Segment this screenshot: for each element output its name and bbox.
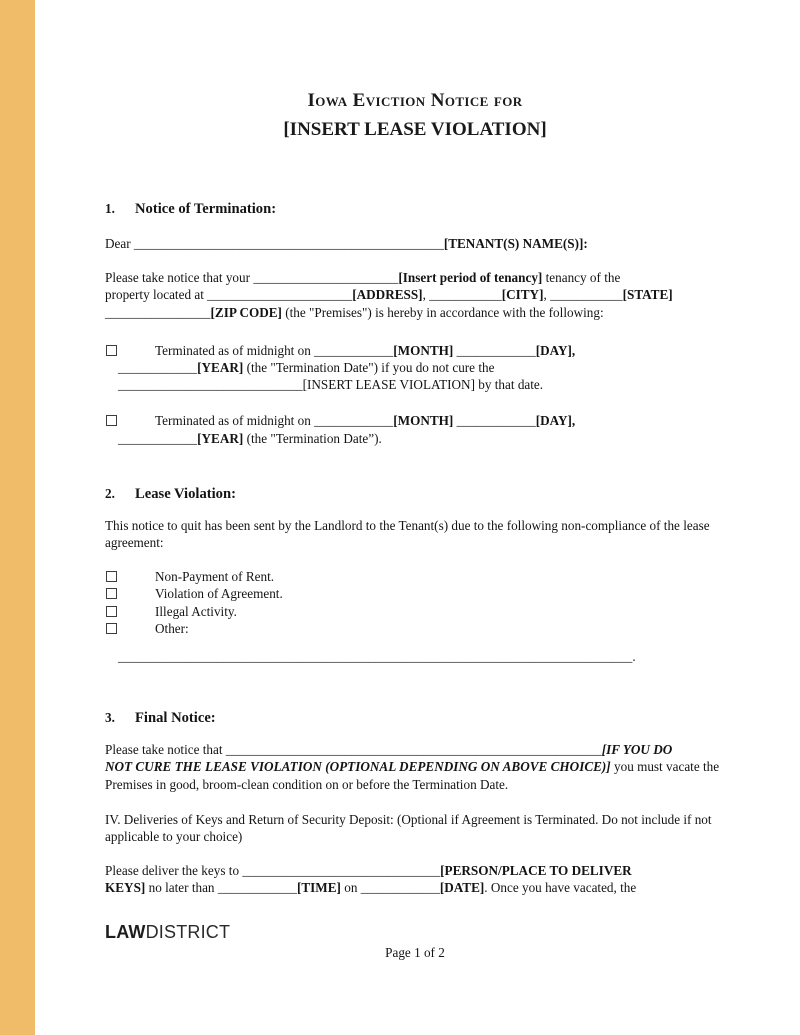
checkbox-violation-agreement[interactable] [106,588,117,599]
placeholder-zip-code: [ZIP CODE] [210,304,282,320]
section-3-heading [105,708,725,728]
final-notice-paragraph [105,741,725,793]
section-2-heading [105,484,725,504]
page-number: Page 1 of 2 [385,944,445,960]
blank-tenant-name: _______________________________________________ [133,236,444,251]
section-1-title: Notice of Termination: [135,201,277,217]
blank-zip-code: ________________ [105,304,211,320]
blank-other-violation: ______________________________________________________________________________ [118,649,633,665]
section-2-number: 2. [105,485,115,501]
placeholder-day: [DAY], [535,342,576,358]
placeholder-cure-clause: NOT CURE THE LEASE VIOLATION (OPTIONAL DEPENDING ON ABOVE CHOICE)] [105,759,611,775]
text-segment: tenancy of the [542,270,621,286]
violation-item [105,620,725,637]
section-2-title: Lease Violation: [135,485,236,502]
placeholder-year: [YEAR] [197,430,244,446]
text-segment: , [543,287,551,303]
placeholder-year: [YEAR] [197,360,244,376]
placeholder-deliver-place: KEYS] [105,880,146,896]
checkbox-other[interactable] [106,623,117,634]
placeholder-month: [MONTH] [393,342,454,358]
text-segment: . Once you have vacated, the [484,880,637,896]
placeholder-month: [MONTH] [393,413,454,429]
placeholder-cure-clause: [IF YOU DO [601,742,673,758]
text-segment: . [632,649,636,665]
title-line-1: Iowa Eviction Notice for [307,90,523,111]
violation-item [105,585,725,602]
placeholder-deliver-place: [PERSON/PLACE TO DELIVER [440,863,632,879]
blank-time: ____________ [217,880,297,896]
blank-address: ______________________ [207,287,353,303]
blank-if-you-do: _________________________________________________________ [225,742,602,758]
lease-violation-intro: This notice to quit has been sent by the Landlord to the Tenant(s) due to the following non-compliance of the lease agreement: [105,517,710,551]
text-segment: Please deliver the keys to [105,863,243,879]
text-segment: you must vacate the Premises in good, broom-clean condition on or before the Termination Date. [105,759,720,792]
violation-item-label: Other: [155,620,189,636]
placeholder-address: [ADDRESS] [352,287,423,303]
deliver-keys-paragraph [105,862,725,896]
blank-day: ____________ [456,342,536,358]
placeholder-period-of-tenancy: [Insert period of tenancy] [398,270,543,286]
section-3-title: Final Notice: [135,710,216,727]
section-1-number: 1. [105,201,115,216]
blank-date: ____________ [360,880,440,896]
logo-text-law: LAW [105,921,146,942]
blank-lease-violation: ____________________________ [118,377,303,393]
placeholder-tenant-name: [TENANT(S) NAME(S)]: [443,236,588,251]
placeholder-state: [STATE] [622,287,673,303]
text-segment: on [340,880,361,896]
text-segment: Terminated as of midnight on [155,342,315,358]
accent-stripe [0,0,35,1035]
document-body [105,0,725,961]
violation-item-label: Illegal Activity. [155,603,237,619]
text-segment: Please take notice that your [105,270,254,286]
checkbox-terminate-cure[interactable] [106,345,117,356]
text-segment: property located at [105,287,208,303]
lawdistrict-logo [105,923,725,941]
violation-checklist [105,568,725,637]
keys-deposit-paragraph: IV. Deliveries of Keys and Return of Security Deposit: (Optional if Agreement is Terminated. Do not include if not applicable to your choice) [105,811,712,845]
document-title [105,86,725,144]
text-segment: [INSERT LEASE VIOLATION] by that date. [302,377,544,393]
blank-month: ____________ [314,342,394,358]
blank-year: ____________ [118,430,198,446]
blank-day: ____________ [456,413,536,429]
dear-line [105,235,725,252]
placeholder-time: [TIME] [296,880,341,896]
text-segment: , [422,287,430,303]
logo-text-district: DISTRICT [145,921,231,942]
section-1-heading [105,199,725,219]
placeholder-day: [DAY], [535,413,576,429]
blank-state: ___________ [550,287,623,303]
section-3-number: 3. [105,710,115,726]
blank-year: ____________ [118,360,198,376]
text-segment: Terminated as of midnight on [155,413,315,429]
placeholder-city: [CITY] [501,287,544,303]
checkbox-terminate-no-cure[interactable] [106,415,117,426]
checkbox-illegal-activity[interactable] [106,606,117,617]
other-violation-line [105,648,725,665]
blank-city: ___________ [429,287,502,303]
text-segment: (the "Termination Date") if you do not cure the [243,360,495,376]
blank-deliver-place: ______________________________ [242,863,441,879]
checkbox-non-payment[interactable] [106,571,117,582]
text-segment: Please take notice that [105,742,226,758]
notice-paragraph [105,269,725,321]
violation-item [105,568,725,585]
placeholder-date: [DATE] [439,880,485,896]
termination-option-1 [105,342,725,394]
text-segment: (the "Termination Date”). [243,430,382,446]
text-segment: (the "Premises") is hereby in accordance with the following: [281,304,604,320]
termination-option-2 [105,412,725,446]
blank-month: ____________ [314,413,394,429]
blank-period-of-tenancy: ______________________ [253,270,399,286]
violation-item-label: Violation of Agreement. [155,586,283,602]
violation-item [105,603,725,620]
text-segment: Dear [105,236,134,251]
text-segment: no later than [145,880,218,896]
page-footer [105,923,725,961]
violation-item-label: Non-Payment of Rent. [155,569,275,585]
title-line-2: [INSERT LEASE VIOLATION] [283,119,547,140]
